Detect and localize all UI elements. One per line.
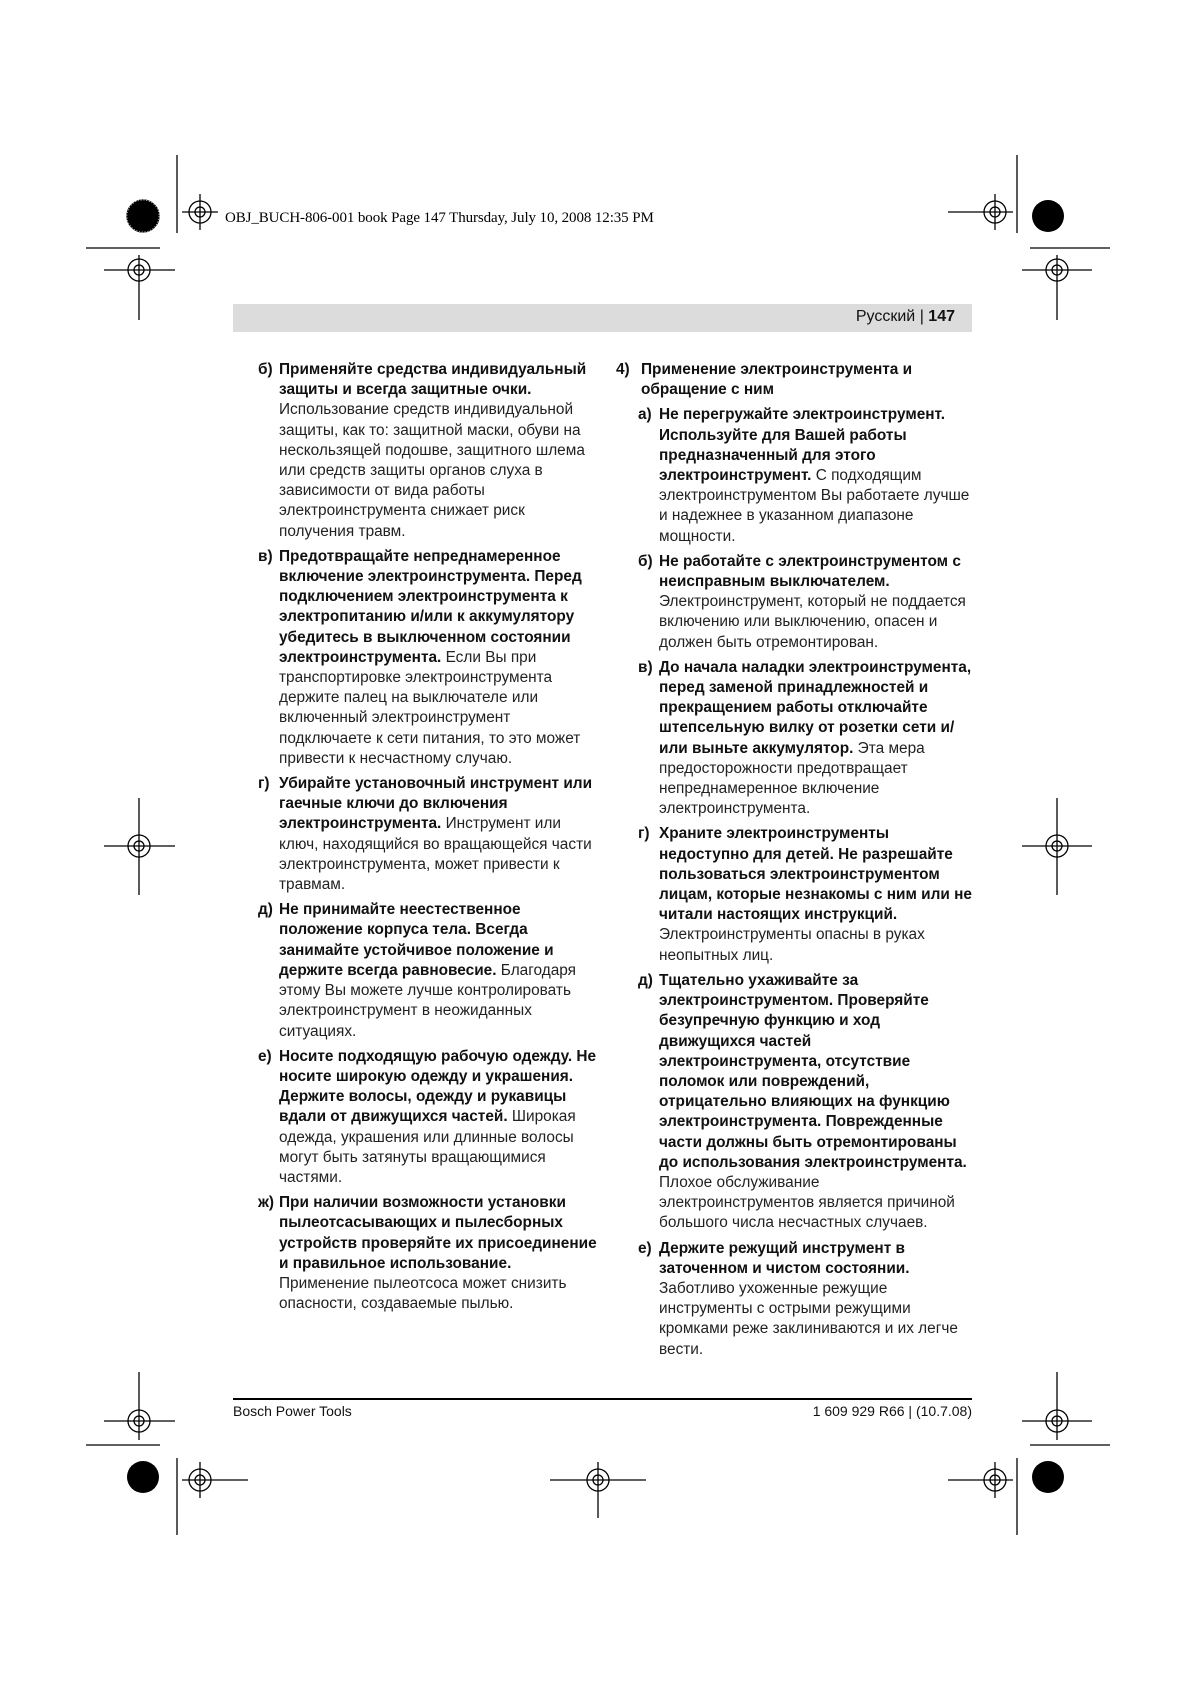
- crosshair-icon: [1022, 255, 1092, 320]
- item-marker: е): [258, 1047, 272, 1065]
- header-text: [856, 308, 955, 326]
- left-column: [258, 360, 598, 1319]
- footer-code: 1 609 929 R66 | (10.7.08): [812, 1403, 972, 1419]
- list-item: [258, 360, 598, 542]
- item-body: Применение пылеотсоса может снизить опасности, создаваемые пылью.: [279, 1274, 567, 1313]
- crosshair-icon: [550, 1462, 646, 1518]
- crosshair-icon: [182, 1462, 248, 1498]
- list-item: [638, 552, 972, 653]
- crosshair-icon: [948, 194, 1013, 230]
- item-lead: Не работайте с электроинструментом с неисправным выключателем.: [659, 552, 961, 591]
- item-body: Если Вы при транспортировке электроинструмента держите палец на выключателе или включенный электроинструмент подключаете к сети питания, то это может привести к несчастному случаю.: [279, 648, 581, 767]
- crosshair-icon: [1022, 798, 1092, 895]
- item-marker: в): [638, 658, 653, 676]
- section-title: Применение электроинструмента и обращение с ним: [641, 361, 913, 399]
- item-lead: Не принимайте неестественное положение корпуса тела. Всегда занимайте устойчивое положение и держите всегда равновесие.: [279, 901, 554, 979]
- item-lead: До начала наладки электроинструмента, перед заменой принадлежностей и прекращением работы отключайте штепсельную вилку от розетки сети и/или выньте аккумулятор.: [659, 658, 972, 757]
- registration-mark-icon: [1032, 1461, 1064, 1493]
- header-separator: |: [919, 308, 924, 325]
- crosshair-icon: [104, 798, 175, 895]
- page-header: [233, 304, 972, 332]
- item-marker: в): [258, 547, 273, 565]
- item-lead: Держите режущий инструмент в заточенном и чистом состоянии.: [659, 1239, 910, 1277]
- page-number: 147: [928, 308, 955, 325]
- item-lead: Предотвращайте непреднамеренное включение электроинструмента. Перед подключением электроинструмента к электропитанию и/или к аккумулятору убедитесь в выключенном состоянии электроинструмента.: [279, 547, 582, 666]
- item-marker: ж): [258, 1194, 275, 1212]
- section-heading: [616, 360, 972, 400]
- item-marker: б): [638, 552, 653, 570]
- registration-mark-icon: [127, 200, 159, 232]
- item-body: Благодаря этому Вы можете лучше контролировать электроинструмент в неожиданных ситуациях.: [279, 961, 576, 1040]
- item-lead: Применяйте средства индивидуальный защиты и всегда защитные очки.: [279, 361, 587, 399]
- list-item: [258, 774, 598, 895]
- item-lead: Храните электроинструменты недоступно для детей. Не разрешайте пользоваться электроинструментом лицам, которые незнакомы с ним или не читали настоящих инструкций.: [659, 825, 972, 924]
- list-item: [258, 547, 598, 769]
- item-body: Плохое обслуживание электроинструментов является причиной большого числа несчастных случаев.: [659, 1173, 955, 1232]
- item-lead: Носите подходящую рабочую одежду. Не носите широкую одежду и украшения. Держите волосы, одежду и рукавицы вдали от движущихся частей.: [279, 1047, 597, 1126]
- item-marker: д): [258, 901, 273, 919]
- crosshair-icon: [104, 255, 175, 320]
- crosshair-icon: [104, 1372, 175, 1440]
- item-marker: г): [258, 775, 270, 793]
- item-lead: Убирайте установочный инструмент или гаечные ключи до включения электроинструмента.: [279, 775, 593, 833]
- item-marker: е): [638, 1239, 652, 1257]
- list-item: [638, 1239, 972, 1360]
- crosshair-icon: [182, 194, 218, 230]
- item-marker: б): [258, 361, 273, 378]
- item-marker: а): [638, 406, 652, 424]
- list-item: [258, 900, 598, 1041]
- list-item: [638, 824, 972, 965]
- header-language: Русский: [855, 308, 916, 325]
- crosshair-icon: [1022, 1372, 1092, 1440]
- footer-divider: [233, 1398, 972, 1400]
- right-column: [616, 360, 972, 1365]
- registration-mark-icon: [127, 1461, 159, 1493]
- item-body: Электроинструмент, который не поддается включению или выключению, опасен и должен быть отремонтирован.: [659, 593, 966, 651]
- list-item: [638, 658, 972, 820]
- crosshair-icon: [948, 1462, 1013, 1498]
- list-item: [258, 1193, 598, 1314]
- item-body: Электроинструменты опасны в руках неопытных лиц.: [659, 926, 925, 964]
- item-body: С подходящим электроинструментом Вы работаете лучше и надежнее в указанном диапазоне мощности.: [659, 467, 970, 545]
- item-body: Заботливо ухоженные режущие инструменты с острыми режущими кромками реже заклиниваются и их легче вести.: [659, 1279, 958, 1358]
- registration-mark-icon: [1032, 200, 1064, 232]
- item-marker: г): [638, 825, 650, 843]
- print-slug: OBJ_BUCH-806-001 book Page 147 Thursday, July 10, 2008 12:35 PM: [225, 210, 654, 226]
- item-body: Инструмент или ключ, находящийся во вращающейся части электроинструмента, может привести к травмам.: [279, 815, 592, 894]
- section-marker: 4): [616, 361, 630, 378]
- list-item: [638, 405, 972, 546]
- item-body: Широкая одежда, украшения или длинные волосы могут быть затянуты вращающимися частями.: [279, 1108, 576, 1186]
- list-item: [258, 1047, 598, 1188]
- list-item: [638, 971, 972, 1234]
- item-lead: Тщательно ухаживайте за электроинструментом. Проверяйте безупречную функцию и ход движущихся частей электроинструмента, отсутствие поломок или повреждений, отрицательно влияющих на функцию электроинструмента. Поврежденные части должны быть отремонтированы до использования электроинструмента.: [659, 971, 967, 1171]
- item-body: Эта мера предосторожности предотвращает непреднамеренное включение электроинструмента.: [659, 739, 925, 818]
- item-marker: д): [638, 971, 653, 989]
- item-body: Использование средств индивидуальной защиты, как то: защитной маски, обуви на нескользящей подошве, защитного шлема или средств защиты органов слуха в зависимости от вида работы электроинструмента снижает риск получения травм.: [279, 401, 585, 540]
- footer-brand: Bosch Power Tools: [233, 1403, 352, 1419]
- item-lead: При наличии возможности установки пылеотсасывающих и пылесборных устройств проверяйте их присоединение и правильное использование.: [279, 1194, 597, 1272]
- item-lead: Не перегружайте электроинструмент. Используйте для Вашей работы предназначенный для этого электроинструмент.: [659, 406, 946, 485]
